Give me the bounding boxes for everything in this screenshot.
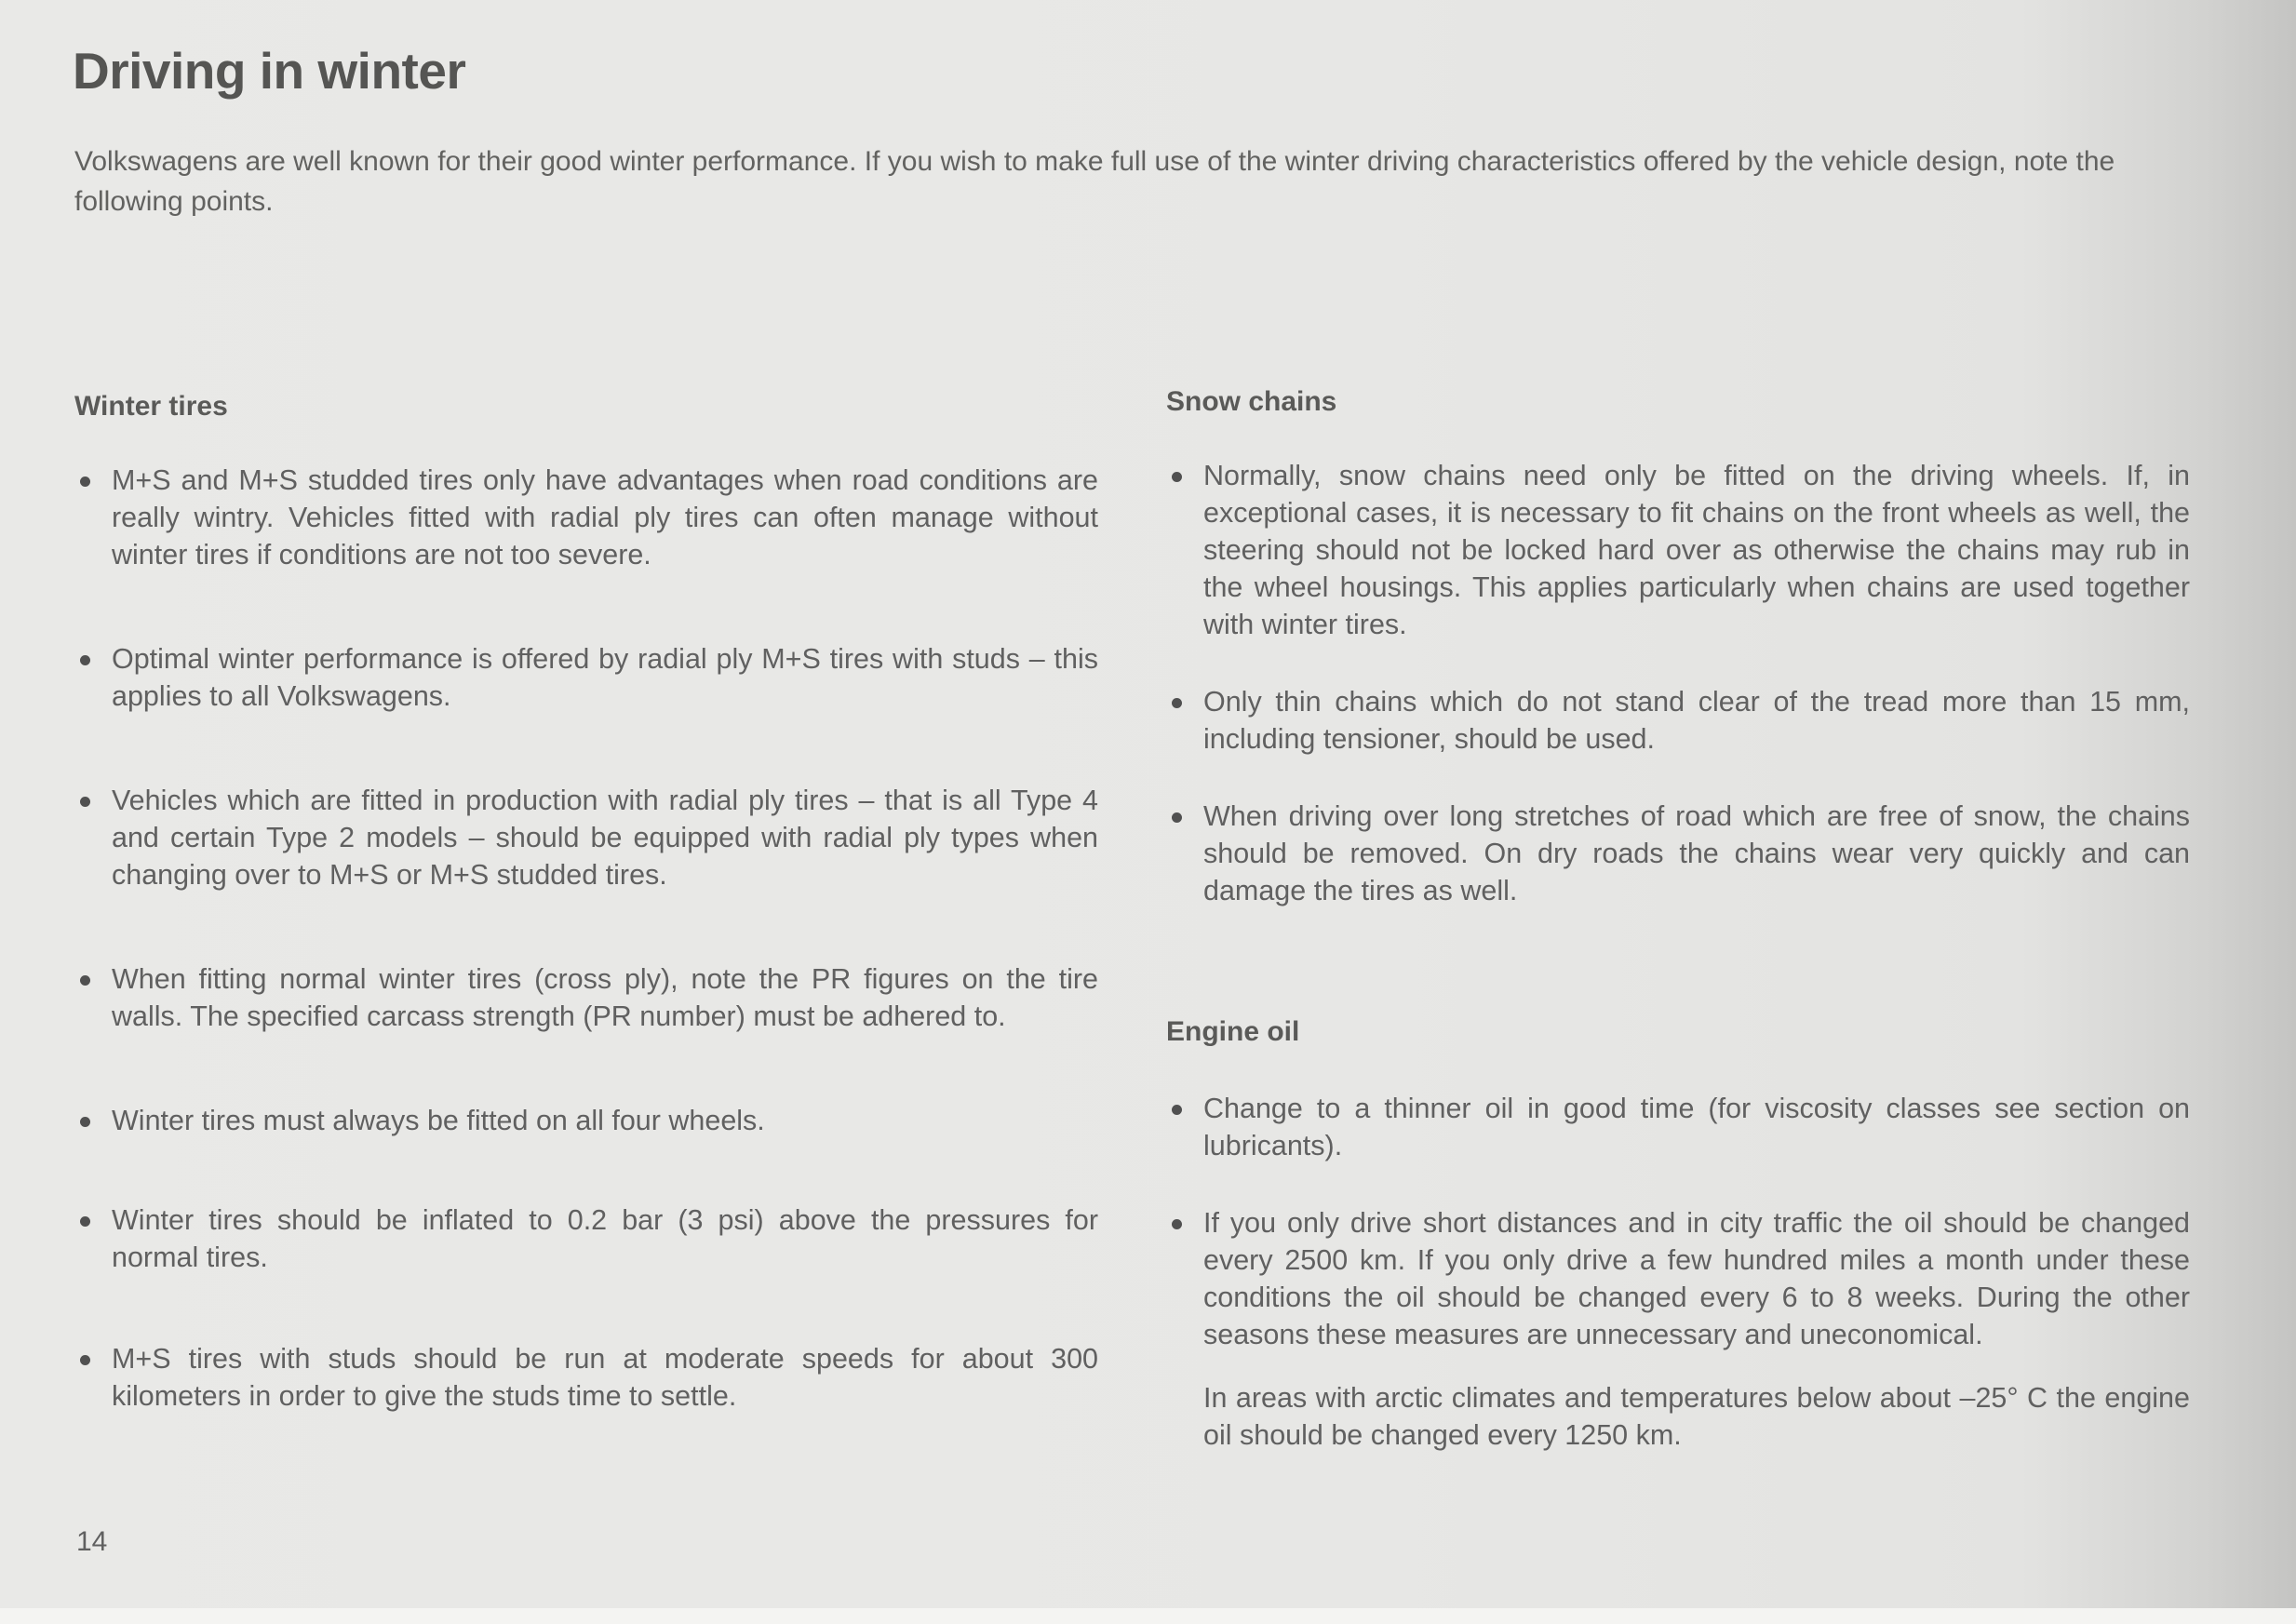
list-item-text: Vehicles which are fitted in production with radial ply tires – that is all Type 4 and certain Type 2 models – should be equipped with radial ply types when changing over to M+S or M+S studded tires.	[112, 785, 1098, 891]
list-item-text: Optimal winter performance is offered by radial ply M+S tires with studs – this applies to all Volkswagens.	[112, 643, 1098, 712]
bullet-icon	[80, 655, 90, 665]
bullet-icon	[1172, 1105, 1182, 1115]
list-item-text: When driving over long stretches of road which are free of snow, the chains should be removed. On dry roads the chains wear very quickly and can damage the tires as well.	[1203, 800, 2190, 906]
winter-tires-heading: Winter tires	[74, 391, 228, 422]
page-title: Driving in winter	[73, 42, 466, 100]
bullet-icon	[80, 1216, 90, 1227]
list-item	[74, 782, 1098, 893]
engine-oil-note: In areas with arctic climates and temperatures below about –25° C the engine oil should be changed every 1250 km.	[1203, 1382, 2190, 1451]
engine-oil-heading: Engine oil	[1166, 1016, 1300, 1047]
list-item-text: Winter tires should be inflated to 0.2 bar (3 psi) above the pressures for normal tires.	[112, 1204, 1098, 1273]
list-item-text: If you only drive short distances and in city traffic the oil should be changed every 2500 km. If you only drive a few hundred miles a month under these conditions the oil should be changed every 6 to 8 weeks. During the other seasons these measures are unnecessary and uneconomical.	[1203, 1207, 2190, 1350]
list-item	[74, 1201, 1098, 1276]
list-item	[1166, 798, 2190, 909]
bullet-icon	[80, 476, 90, 487]
list-item-text: M+S tires with studs should be run at moderate speeds for about 300 kilometers in order to give the studs time to settle.	[112, 1343, 1098, 1412]
bullet-icon	[1172, 1219, 1182, 1229]
list-item	[1166, 1204, 2190, 1353]
list-item	[74, 462, 1098, 573]
list-item-text: Winter tires must always be fitted on all four wheels.	[112, 1105, 765, 1136]
list-item	[1166, 683, 2190, 758]
page-number: 14	[76, 1526, 108, 1557]
snow-chains-section	[1166, 386, 2190, 909]
bullet-icon	[1172, 812, 1182, 823]
list-item-text: M+S and M+S studded tires only have advantages when road conditions are really wintry. Vehicles fitted with radial ply tires can often manage without winter tires if conditions are not too severe.	[112, 464, 1098, 570]
page-edge	[0, 1608, 2296, 1624]
list-item	[1166, 457, 2190, 643]
list-item	[74, 1102, 1098, 1139]
bullet-icon	[80, 1117, 90, 1127]
bullet-icon	[1172, 472, 1182, 482]
list-item	[74, 960, 1098, 1035]
list-item-text: Change to a thinner oil in good time (for viscosity classes see section on lubricants).	[1203, 1093, 2190, 1161]
bullet-icon	[80, 975, 90, 986]
intro-paragraph: Volkswagens are well known for their good winter performance. If you wish to make full use of the winter driving characteristics offered by the vehicle design, note the following points.	[74, 146, 2115, 217]
snow-chains-heading: Snow chains	[1166, 386, 1337, 417]
right-column	[1166, 386, 2190, 1454]
list-item-text: Normally, snow chains need only be fitted on the driving wheels. If, in exceptional cases, it is necessary to fit chains on the front wheels as well, the steering should not be locked hard over as otherwise the chains may rub in the wheel housings. This applies particularly when chains are used together with winter tires.	[1203, 460, 2190, 640]
engine-oil-list	[1166, 1090, 2190, 1353]
bullet-icon	[80, 1355, 90, 1365]
engine-oil-section	[1166, 1016, 2190, 1454]
list-item-text: Only thin chains which do not stand clear of the tread more than 15 mm, including tensioner, should be used.	[1203, 686, 2190, 755]
list-item	[1166, 1090, 2190, 1164]
list-item-text: When fitting normal winter tires (cross ply), note the PR figures on the tire walls. The specified carcass strength (PR number) must be adhered to.	[112, 963, 1098, 1032]
bullet-icon	[80, 797, 90, 807]
list-item	[74, 640, 1098, 715]
list-item	[74, 1340, 1098, 1415]
winter-tires-list	[74, 462, 1098, 1415]
winter-tires-section	[74, 391, 1098, 1480]
bullet-icon	[1172, 698, 1182, 708]
snow-chains-list	[1166, 457, 2190, 909]
